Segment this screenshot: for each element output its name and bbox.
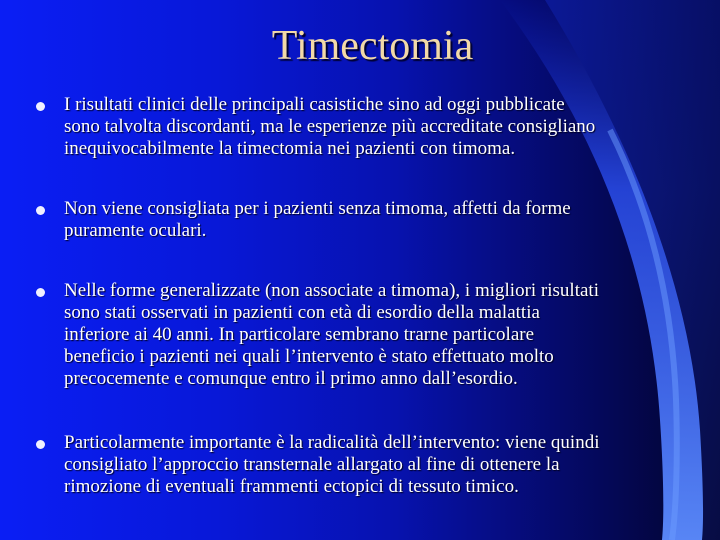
bullet-dot-icon	[36, 102, 45, 111]
bullet-line: inequivocabilmente la timectomia nei pazienti con timoma.	[64, 138, 516, 159]
bullet-text	[64, 280, 704, 390]
bullet-text	[64, 432, 704, 498]
bullet-line: sono talvolta discordanti, ma le esperienze più accreditate consigliano	[64, 116, 596, 137]
bullet-line: puramente oculari.	[64, 220, 207, 241]
bullet-dot-icon	[36, 440, 45, 449]
bullet-line: rimozione di eventuali frammenti ectopici di tessuto timico.	[64, 476, 519, 497]
bullet-line: I risultati clinici delle principali casistiche sino ad oggi pubblicate	[64, 94, 565, 115]
slide-title: Timectomia	[271, 23, 474, 69]
bullet-text	[64, 198, 704, 242]
bullet-dot-icon	[36, 206, 45, 215]
bullet-line: Nelle forme generalizzate (non associate a timoma), i migliori risultati	[64, 280, 599, 301]
bullet-line: beneficio i pazienti nei quali l’intervento è stato effettuato molto	[64, 346, 554, 367]
bullet-line: sono stati osservati in pazienti con età di esordio della malattia	[64, 302, 540, 323]
bullet-text	[64, 94, 704, 160]
bullet-line: Non viene consigliata per i pazienti senza timoma, affetti da forme	[64, 198, 571, 219]
bullet-line: consigliato l’approccio transternale allargato al fine di ottenere la	[64, 454, 560, 475]
bullet-line: Particolarmente importante è la radicalità dell’intervento: viene quindi	[64, 432, 600, 453]
bullet-line: inferiore ai 40 anni. In particolare sembrano trarne particolare	[64, 324, 535, 345]
bullet-dot-icon	[36, 288, 45, 297]
bullet-line: precocemente e comunque entro il primo anno dall’esordio.	[64, 368, 518, 389]
